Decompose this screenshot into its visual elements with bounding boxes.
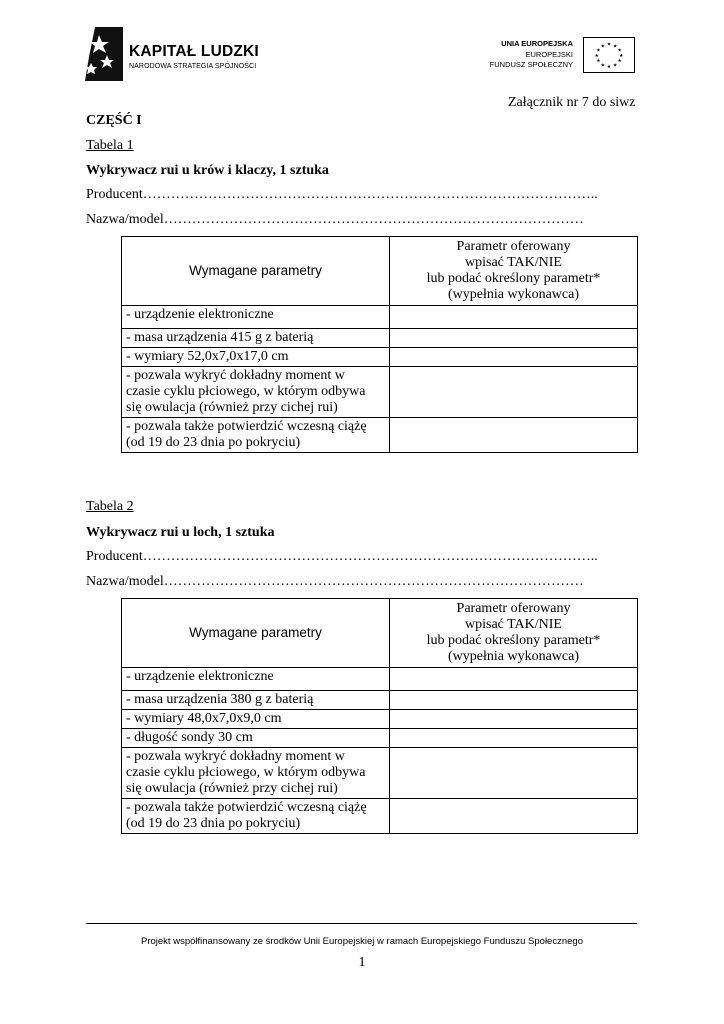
table-row xyxy=(122,367,638,418)
table-1-model-line: Nazwa/model……………………………………………………………………………… xyxy=(86,212,584,227)
header-offered-line: Parametr oferowany xyxy=(456,239,571,254)
param-cell xyxy=(122,367,390,418)
param-text: czasie cyklu płciowego, w którym odbywa xyxy=(126,765,366,780)
param-text: - masa urządzenia 380 g z baterią xyxy=(126,692,314,707)
table-row xyxy=(122,306,638,329)
table-1-title: Wykrywacz rui u krów i klaczy, 1 sztuka xyxy=(86,163,329,178)
param-cell xyxy=(122,691,390,710)
param-cell xyxy=(122,306,390,329)
param-cell xyxy=(122,710,390,729)
eu-flag-icon xyxy=(583,37,635,73)
param-text: się owulacja (również przy cichej rui) xyxy=(126,400,338,415)
part-title: CZĘŚĆ I xyxy=(86,113,142,128)
svg-text:★: ★ xyxy=(606,42,612,48)
param-cell xyxy=(122,348,390,367)
header-offered-params xyxy=(390,599,638,668)
table-2-producer-line: Producent…………………………………………………………………………………….. xyxy=(86,549,598,564)
table-row xyxy=(122,418,638,453)
offer-input-cell[interactable] xyxy=(390,367,638,418)
param-text: - pozwala także potwierdzić wczesną ciążę xyxy=(126,419,367,434)
logo-subtitle: NARODOWA STRATEGIA SPÓJNOŚCI xyxy=(129,63,257,70)
spec-table-1 xyxy=(121,236,638,453)
offer-input-cell[interactable] xyxy=(390,691,638,710)
header-offered-line: wpisać TAK/NIE xyxy=(465,255,562,270)
offer-input-cell[interactable] xyxy=(390,348,638,367)
eu-line-2: EUROPEJSKI xyxy=(525,49,573,59)
kapital-ludzki-emblem-icon xyxy=(85,27,123,81)
param-text: (od 19 do 23 dnia po pokryciu) xyxy=(126,816,301,831)
param-cell xyxy=(122,799,390,834)
param-text: - urządzenie elektroniczne xyxy=(126,669,274,684)
page-number: 1 xyxy=(358,955,366,970)
offer-input-cell[interactable] xyxy=(390,306,638,329)
param-text: - masa urządzenia 415 g z baterią xyxy=(126,330,314,345)
table-row xyxy=(122,748,638,799)
param-cell xyxy=(122,329,390,348)
svg-text:★: ★ xyxy=(596,48,601,54)
footer-divider xyxy=(86,923,637,924)
offer-input-cell[interactable] xyxy=(390,418,638,453)
footer-text: Projekt współfinansowany ze środków Unii Europejskiej w ramach Europejskiego Funduszu Społecznego xyxy=(141,936,583,947)
header-offered-line: lub podać określony parametr* xyxy=(426,271,601,286)
header-required-params: Wymagane parametry xyxy=(122,599,390,668)
header-offered-line: wpisać TAK/NIE xyxy=(465,617,562,632)
eu-line-3: FUNDUSZ SPOŁECZNY xyxy=(489,60,573,69)
table-2-title: Wykrywacz rui u loch, 1 sztuka xyxy=(86,525,275,540)
param-cell xyxy=(122,748,390,799)
param-text: się owulacja (również przy cichej rui) xyxy=(126,781,338,796)
logo-title: KAPITAŁ LUDZKI xyxy=(129,43,259,60)
svg-text:★: ★ xyxy=(617,48,622,54)
param-cell xyxy=(122,668,390,691)
param-text: - pozwala wykryć dokładny moment w xyxy=(126,368,345,383)
svg-text:★: ★ xyxy=(596,59,601,65)
eu-line-1: UNIA EUROPEJSKA xyxy=(501,39,573,48)
param-cell xyxy=(122,729,390,748)
table-1-producer-line: Producent…………………………………………………………………………………….. xyxy=(86,187,598,202)
table-header-row xyxy=(122,599,638,668)
table-row xyxy=(122,668,638,691)
offer-input-cell[interactable] xyxy=(390,710,638,729)
svg-text:★: ★ xyxy=(594,53,599,59)
svg-text:★: ★ xyxy=(600,44,605,50)
spec-table-2 xyxy=(121,598,638,834)
svg-text:★: ★ xyxy=(613,44,618,50)
offer-input-cell[interactable] xyxy=(390,729,638,748)
param-text: - długość sondy 30 cm xyxy=(126,730,253,745)
header-offered-line: Parametr oferowany xyxy=(456,601,571,616)
table-row xyxy=(122,691,638,710)
header-offered-line: (wypełnia wykonawca) xyxy=(447,287,579,302)
header-required-params: Wymagane parametry xyxy=(122,237,390,306)
header-offered-params xyxy=(390,237,638,306)
offer-input-cell[interactable] xyxy=(390,668,638,691)
param-text: - wymiary 52,0x7,0x17,0 cm xyxy=(126,349,289,364)
table-1-label: Tabela 1 xyxy=(86,138,134,153)
svg-text:★: ★ xyxy=(600,63,605,69)
param-text: - wymiary 48,0x7,0x9,0 cm xyxy=(126,711,282,726)
header-offered-line: lub podać określony parametr* xyxy=(426,633,601,648)
table-2-model-line: Nazwa/model……………………………………………………………………………… xyxy=(86,574,584,589)
svg-text:★: ★ xyxy=(606,65,612,71)
offer-input-cell[interactable] xyxy=(390,329,638,348)
svg-text:★: ★ xyxy=(617,59,622,65)
eu-logo-text xyxy=(490,39,573,71)
svg-text:★: ★ xyxy=(619,53,624,59)
param-cell xyxy=(122,418,390,453)
svg-text:★: ★ xyxy=(613,63,618,69)
table-row xyxy=(122,348,638,367)
table-row xyxy=(122,710,638,729)
table-row xyxy=(122,799,638,834)
param-text: - pozwala wykryć dokładny moment w xyxy=(126,749,345,764)
table-row xyxy=(122,329,638,348)
offer-input-cell[interactable] xyxy=(390,748,638,799)
table-row xyxy=(122,729,638,748)
kapital-ludzki-logo xyxy=(85,27,285,83)
offer-input-cell[interactable] xyxy=(390,799,638,834)
param-text: czasie cyklu płciowego, w którym odbywa xyxy=(126,384,366,399)
table-2-label: Tabela 2 xyxy=(86,499,134,514)
param-text: (od 19 do 23 dnia po pokryciu) xyxy=(126,435,301,450)
annex-label: Załącznik nr 7 do siwz xyxy=(508,95,636,110)
table-header-row xyxy=(122,237,638,306)
param-text: - pozwala także potwierdzić wczesną ciążę xyxy=(126,800,367,815)
param-text: - urządzenie elektroniczne xyxy=(126,307,274,322)
eu-logo xyxy=(465,37,635,77)
header-offered-line: (wypełnia wykonawca) xyxy=(447,649,579,664)
